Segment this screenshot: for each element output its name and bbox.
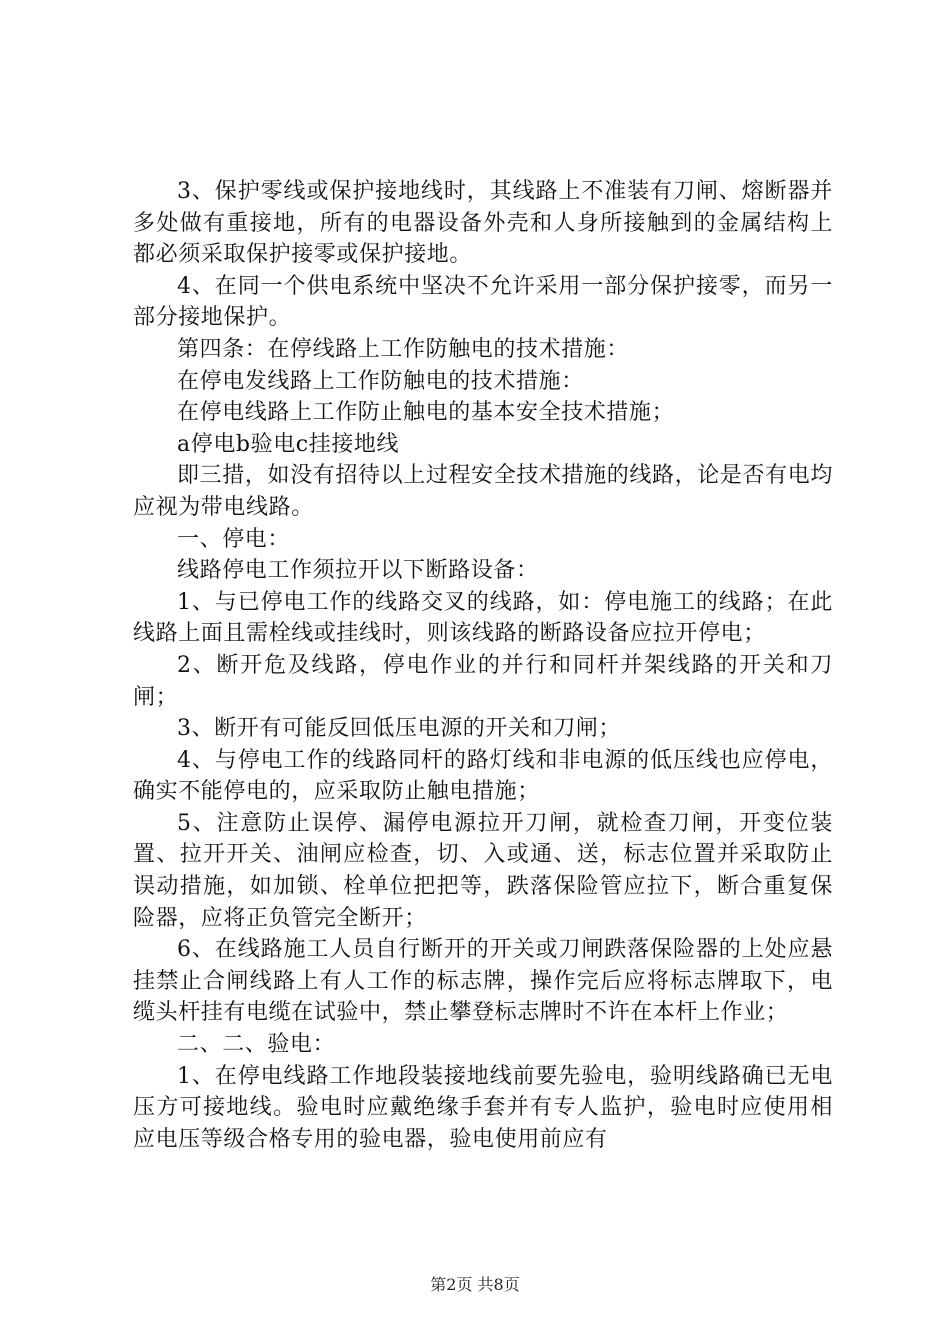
section-heading-power-off: 一、停电： bbox=[177, 526, 291, 552]
paragraph-10: 1、与已停电工作的线路交叉的线路，如：停电施工的线路；在此线路上面且需栓线或挂线时，则该线路的断路设备应拉开停电； bbox=[133, 589, 833, 647]
paragraph-12: 3、断开有可能反回低压电源的开关和刀闸； bbox=[177, 716, 621, 742]
section-heading-voltage-test: 二、二、验电： bbox=[177, 1032, 336, 1058]
paragraph-17: 1、在停电线路工作地段装接地线前要先验电，验明线路确已无电压方可接地线。验电时应戴绝缘手套并有专人监护，验电时应使用相应电压等级合格专用的验电器，验电使用前应有 bbox=[133, 1063, 833, 1152]
page-number-footer: 第2页 共8页 bbox=[430, 1275, 520, 1294]
paragraph-15: 6、在线路施工人员自行断开的开关或刀闸跌落保险器的上处应悬挂禁止合闸线路上有人工作的标志牌，操作完后应将标志牌取下，电缆头杆挂有电缆在试验中，禁止攀登标志牌时不许在本杆上作业； bbox=[133, 937, 833, 1026]
paragraph-13: 4、与停电工作的线路同杆的路灯线和非电源的低压线也应停电，确实不能停电的，应采取防止触电措施； bbox=[133, 747, 833, 805]
paragraph-11: 2、断开危及线路，停电作业的并行和同杆并架线路的开关和刀闸； bbox=[133, 652, 833, 710]
paragraph-4: 在停电发线路上工作防触电的技术措施： bbox=[177, 368, 584, 394]
paragraph-3: 第四条：在停线路上工作防触电的技术措施： bbox=[177, 336, 630, 362]
paragraph-5: 在停电线路上工作防止触电的基本安全技术措施； bbox=[177, 400, 675, 426]
document-body bbox=[133, 176, 833, 1155]
paragraph-1: 3、保护零线或保护接地线时，其线路上不准装有刀闸、熔断器并多处做有重接地，所有的电器设备外壳和人身所接触到的金属结构上都必须采取保护接零或保护接地。 bbox=[133, 179, 833, 268]
paragraph-7: 即三措，如没有招待以上过程安全技术措施的线路，论是否有电均应视为带电线路。 bbox=[133, 463, 833, 520]
paragraph-9: 线路停电工作须拉开以下断路设备： bbox=[177, 558, 539, 584]
paragraph-6: a停电b验电c挂接地线 bbox=[177, 431, 400, 457]
paragraph-2: 4、在同一个供电系统中坚决不允许采用一部分保护接零，而另一部分接地保护。 bbox=[133, 273, 833, 331]
paragraph-14: 5、注意防止误停、漏停电源拉开刀闸，就检查刀闸，开变位装置、拉开开关、油闸应检查，切、入或通、送，标志位置并采取防止误动措施，如加锁、栓单位把把等，跌落保险管应拉下，断合重复保险器，应将正负管完全断开； bbox=[133, 810, 833, 931]
